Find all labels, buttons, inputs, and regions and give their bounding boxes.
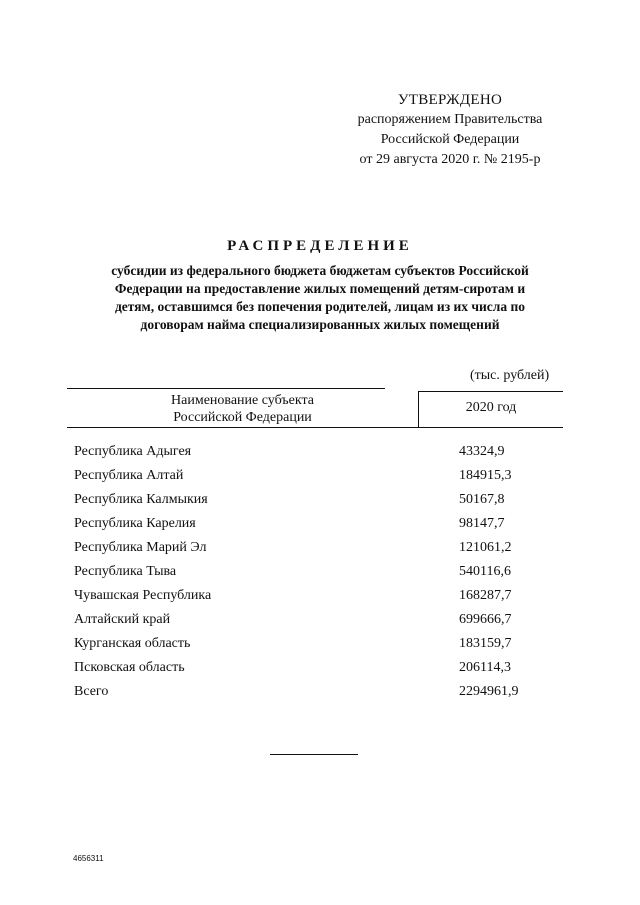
table-row <box>74 632 554 656</box>
approval-date-number: от 29 августа 2020 г. № 2195-р <box>359 152 541 167</box>
column-header-region <box>67 392 418 426</box>
table-header-bottom-rule <box>67 427 563 428</box>
column-header-region-line2: Российской Федерации <box>173 410 312 425</box>
subsidy-amount: 699666,7 <box>459 612 512 627</box>
subsidy-amount: 206114,3 <box>459 660 511 675</box>
table-row <box>74 440 554 464</box>
total-label: Всего <box>74 684 109 699</box>
subsidy-amount: 540116,6 <box>459 564 511 579</box>
column-header-region-line1: Наименование субъекта <box>171 393 314 408</box>
document-subtitle <box>70 262 570 334</box>
approval-line: Российской Федерации <box>380 132 520 147</box>
region-name: Псковская область <box>74 660 185 675</box>
subsidy-amount: 98147,7 <box>459 516 505 531</box>
region-name: Республика Калмыкия <box>74 492 208 507</box>
column-header-year: 2020 год <box>465 400 517 415</box>
document-end-rule <box>270 754 358 755</box>
table-body <box>74 440 554 704</box>
subsidy-amount: 121061,2 <box>459 540 512 555</box>
document-id: 4656311 <box>73 854 104 863</box>
region-name: Курганская область <box>74 636 191 651</box>
table-row <box>74 512 554 536</box>
subtitle-line: договорам найма специализированных жилых помещений <box>140 317 500 332</box>
approval-stamp <box>340 90 560 170</box>
subsidy-amount: 183159,7 <box>459 636 512 651</box>
subsidy-amount: 168287,7 <box>459 588 512 603</box>
subtitle-line: детям, оставшимся без попечения родителей, лицам из их числа по <box>114 299 526 314</box>
subsidy-amount: 43324,9 <box>459 444 505 459</box>
units-label: (тыс. рублей) <box>470 368 550 383</box>
approval-line: распоряжением Правительства <box>357 112 543 127</box>
document-heading: РАСПРЕДЕЛЕНИЕ <box>227 238 413 254</box>
region-name: Республика Алтай <box>74 468 184 483</box>
table-row <box>74 560 554 584</box>
region-name: Чувашская Республика <box>74 588 212 603</box>
table-header <box>67 388 563 428</box>
table-row <box>74 464 554 488</box>
table-total-row <box>74 680 554 704</box>
subtitle-line: субсидии из федерального бюджета бюджетам субъектов Российской <box>111 263 529 278</box>
region-name: Республика Адыгея <box>74 444 192 459</box>
subtitle-line: Федерации на предоставление жилых помещений детям-сиротам и <box>114 281 526 296</box>
table-top-rule <box>67 388 385 389</box>
table-row <box>74 536 554 560</box>
subsidy-amount: 50167,8 <box>459 492 505 507</box>
table-row <box>74 488 554 512</box>
table-row <box>74 584 554 608</box>
region-name: Республика Карелия <box>74 516 196 531</box>
total-amount: 2294961,9 <box>459 684 519 699</box>
table-top-rule-right <box>418 391 563 392</box>
subsidy-amount: 184915,3 <box>459 468 512 483</box>
region-name: Республика Марий Эл <box>74 540 207 555</box>
table-row <box>74 608 554 632</box>
region-name: Республика Тыва <box>74 564 177 579</box>
region-name: Алтайский край <box>74 612 171 627</box>
table-row <box>74 656 554 680</box>
approved-title: УТВЕРЖДЕНО <box>397 92 503 108</box>
